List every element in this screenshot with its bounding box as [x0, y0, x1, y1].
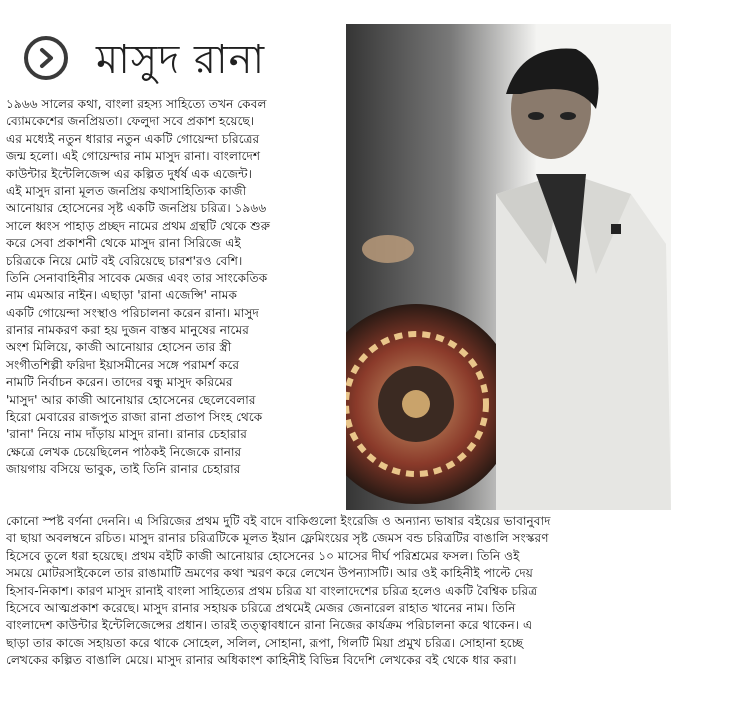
text-line: তিনি সেনাবাহিনীর সাবেক মেজর এবং তার সাংকেতিক [6, 270, 268, 285]
text-line: ১৯৬৬ সালের কথা, বাংলা রহস্য সাহিত্যে তখন কেবল [6, 97, 267, 111]
text-line: লেখকের কল্পিত বাঙালি মেয়ে। মাসুদ রানার অধিকাংশ কাহিনীই বিভিন্ন বিদেশি লেখকের বই থেকে ধার করা। [6, 653, 517, 668]
text-line: রানার নামকরণ করা হয় দুজন বাস্তব মানুষের নামের [6, 323, 249, 338]
text-line: এর মধ্যেই নতুন ধারার নতুন একটি গোয়েন্দা চরিত্রের [6, 131, 260, 146]
text-line: হিসেবে আত্মপ্রকাশ করেছে। মাসুদ রানার সহায়ক চরিত্রে প্রথমেই মেজর জেনারেল রাহাত খানের নাম। তিনি [6, 600, 516, 615]
text-line: ব্যোমকেশের জনপ্রিয়তা। ফেলুদা সবে প্রকাশ হয়েছে। [6, 114, 255, 129]
text-line: হিসেবে তুলে ধরা হয়েছে। প্রথম বইটি কাজী আনোয়ার হোসেনের ১০ মাসের দীর্ঘ পরিশ্রমের ফসল। তিনি ওই [6, 548, 520, 563]
text-line: হিরো মেবারের রাজপুত রাজা রানা প্রতাপ সিংহ থেকে [6, 410, 263, 425]
text-line: একটি গোয়েন্দা সংস্থাও পরিচালনা করেন রানা। মাসুদ [6, 305, 259, 320]
article-header [16, 26, 336, 90]
text-line: আনোয়ার হোসেনের সৃষ্ট একটি জনপ্রিয় চরিত্র। ১৯৬৬ [6, 201, 267, 216]
cover-photo [346, 24, 671, 510]
text-line: বাংলাদেশ কাউন্টার ইন্টেলিজেন্সের প্রধান। তারই তত্ত্বাবধানে রানা নিজের কার্যক্রম পরিচালনা করে থাকেন। এ [6, 618, 533, 633]
text-line: 'রানা' নিয়ে নাম দাঁড়ায় মাসুদ রানা। রানার চেহারার [6, 427, 247, 442]
text-line: ছাড়া তার কাজে সহায়তা করে থাকে সোহেল, সলিল, সোহানা, রূপা, গিলটি মিয়া প্রমুখ চরিত্র। সোহানা হচ্ছে [6, 635, 524, 650]
text-line: জায়গায় বসিয়ে ভাবুক, তাই তিনি রানার চেহারার [6, 462, 241, 477]
text-line: জন্ম হলো। এই গোয়েন্দার নাম মাসুদ রানা। বাংলাদেশ [6, 149, 261, 164]
article-body-column [6, 96, 342, 479]
chevron-right-circle-icon[interactable] [24, 36, 68, 80]
text-line: সংগীতশিল্পী ফরিদা ইয়াসমীনের সঙ্গে পরামর্শ করে [6, 357, 240, 372]
text-line: অংশ মিলিয়ে, কাজী আনোয়ার হোসেন তার স্ত্রী [6, 340, 232, 355]
text-line: বা ছায়া অবলম্বনে রচিত। মাসুদ রানার চরিত্রটিকে মূলত ইয়ান ফ্লেমিংয়ের সৃষ্ট জেমস বন্ড চরিত্রটির বাঙালি সংস্করণ [6, 531, 549, 546]
text-line: হিসাব-নিকাশ। কারণ মাসুদ রানাই বাংলা সাহিত্যের প্রথম চরিত্র যা বাংলাদেশের চরিত্র হলেও একটি বৈশ্বিক চরিত্র [6, 583, 538, 598]
text-line: চরিত্রকে নিয়ে মোট বই বেরিয়েছে চারশ'রও বেশি। [6, 253, 243, 268]
text-line: 'মাসুদ' আর কাজী আনোয়ার হোসেনের ছেলেবেলার [6, 392, 256, 407]
text-line: করে সেবা প্রকাশনী থেকে মাসুদ রানা সিরিজে এই [6, 236, 241, 251]
text-line: সময়ে মোটরসাইকেলে তার রাঙামাটি ভ্রমণের কথা স্মরণ করে লেখেন উপন্যাসটি। আর ওই কাহিনীই পাল্টে দেয় [6, 566, 533, 581]
text-line: নামটি নির্বাচন করেন। তাদের বন্ধু মাসুদ করিমের [6, 375, 233, 390]
text-line: নাম এমআর নাইন। এছাড়া 'রানা এজেন্সি' নামক [6, 288, 237, 303]
text-line: এই মাসুদ রানা মূলত জনপ্রিয় কথাসাহিত্যিক কাজী [6, 183, 247, 198]
chevron-right-icon [35, 47, 57, 69]
text-line: সালে ধ্বংস পাহাড় প্রচ্ছদ নামের প্রথম গ্রন্থটি থেকে শুরু [6, 218, 271, 233]
text-line: কোনো স্পষ্ট বর্ণনা দেননি। এ সিরিজের প্রথম দুটি বই বাদে বাকিগুলো ইংরেজি ও অন্যান্য ভাষার বইয়ের ভাবানুবাদ [6, 514, 551, 528]
article-body-full [6, 513, 724, 670]
text-line: ক্ষেত্রে লেখক চেয়েছিলেন পাঠকই নিজেকে রানার [6, 444, 242, 459]
page-title: মাসুদ রানা [96, 37, 266, 83]
text-line: কাউন্টার ইন্টেলিজেন্স এর কল্পিত দুর্ধর্ষ এক এজেন্ট। [6, 166, 253, 181]
